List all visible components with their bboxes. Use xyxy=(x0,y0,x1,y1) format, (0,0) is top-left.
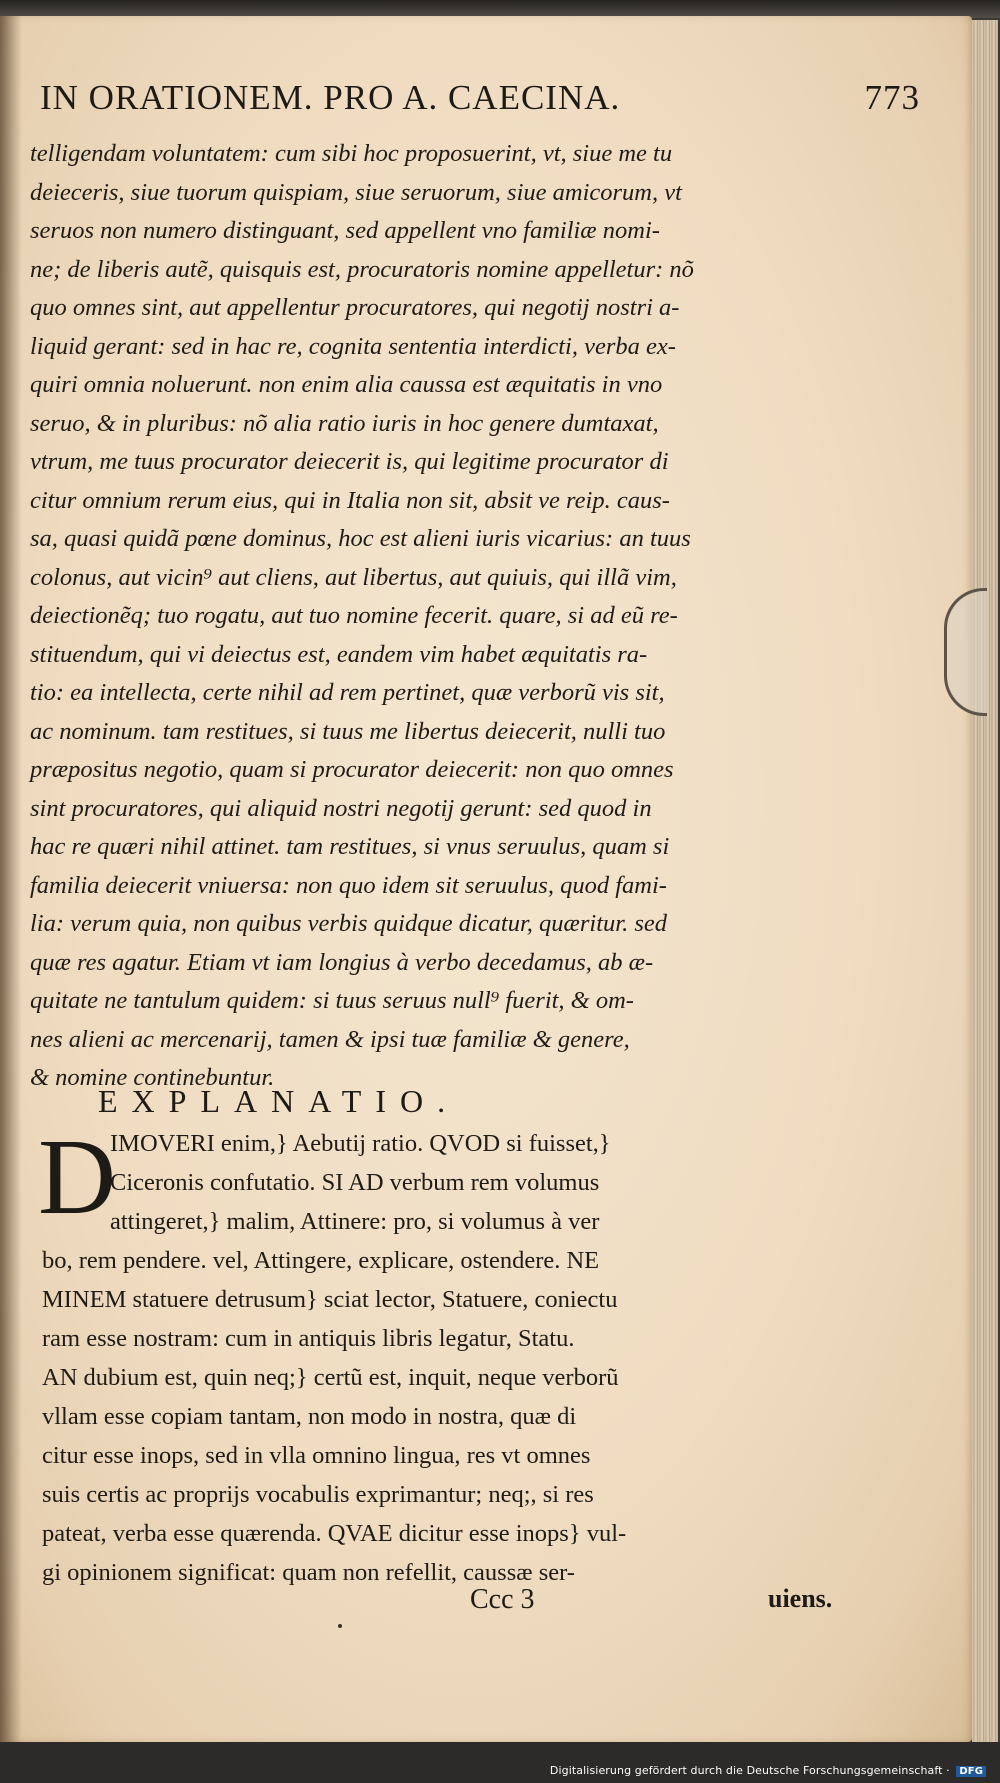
catchword: uiens. xyxy=(768,1584,833,1613)
commentary-line: ram esse nostram: cum in antiquis libris legatur, Statu. xyxy=(42,1325,575,1352)
commentary-line: AN dubium est, quin neq;} certũ est, inquit, neque verborũ xyxy=(42,1364,619,1391)
text-line: præpositus negotio, quam si procurator deiecerit: non quo omnes xyxy=(30,756,674,783)
commentary-line: attingeret,} malim, Attinere: pro, si volumus à ver xyxy=(110,1208,600,1235)
text-line: stituendum, qui vi deiectus est, eandem vim habet æquitatis ra- xyxy=(30,640,648,668)
commentary-line: vllam esse copiam tantam, non modo in nostra, quæ di xyxy=(42,1403,577,1430)
text-line: lia: verum quia, non quibus verbis quidque dicatur, quæritur. sed xyxy=(30,910,667,937)
text-line: colonus, aut vicin⁹ aut cliens, aut libertus, aut quiuis, qui illã vim, xyxy=(30,563,677,591)
oration-text xyxy=(30,135,830,1098)
commentary-line: MINEM statuere detrusum} sciat lector, Statuere, coniectu xyxy=(42,1286,618,1313)
text-line: liquid gerant: sed in hac re, cognita sententia interdicti, verba ex- xyxy=(30,332,676,360)
page-edges xyxy=(972,20,998,1742)
drop-cap-letter: D xyxy=(38,1118,116,1237)
commentary-line: citur esse inops, sed in vlla omnino lingua, res vt omnes xyxy=(42,1442,591,1469)
text-line: quitate ne tantulum quidem: si tuus seruus null⁹ fuerit, & om- xyxy=(30,987,634,1014)
text-line: citur omnium rerum eius, qui in Italia non sit, absit ve reip. caus- xyxy=(30,486,670,514)
commentary-line: IMOVERI enim,} Aebutij ratio. QVOD si fuisset,} xyxy=(110,1130,611,1157)
digitization-credit xyxy=(550,1764,986,1777)
explanatio-commentary xyxy=(42,1124,832,1592)
text-line: vtrum, me tuus procurator deiecerit is, qui legitime procurator di xyxy=(30,448,669,475)
text-line: quo omnes sint, aut appellentur procuratores, qui negotij nostri a- xyxy=(30,294,680,321)
text-line: sa, quasi quidã pœne dominus, hoc est alieni iuris vicarius: an tuus xyxy=(30,525,691,552)
commentary-line: Ciceronis confutatio. SI AD verbum rem volumus xyxy=(110,1169,600,1196)
text-line: & nomine continebuntur. xyxy=(30,1064,275,1091)
commentary-line: bo, rem pendere. vel, Attingere, explicare, ostendere. NE xyxy=(42,1247,600,1274)
folio-number: 773 xyxy=(864,78,920,117)
text-line: quæ res agatur. Etiam vt iam longius à verbo decedamus, ab æ- xyxy=(30,948,654,976)
text-line: hac re quæri nihil attinet. tam restitues, si vnus seruulus, quam si xyxy=(30,833,670,860)
commentary-line: suis certis ac proprijs vocabulis exprimantur; neq;, si res xyxy=(42,1481,594,1508)
ribbon-bookmark xyxy=(944,588,987,716)
text-line: seruo, & in pluribus: nõ alia ratio iuris in hoc genere dumtaxat, xyxy=(30,409,659,437)
commentary-line: gi opinionem significat: quam non refellit, caussæ ser- xyxy=(42,1559,575,1586)
commentary-line: pateat, verba esse quærenda. QVAE dicitur esse inops} vul- xyxy=(42,1520,627,1547)
text-line: deieceris, siue tuorum quispiam, siue seruorum, siue amicorum, vt xyxy=(30,178,682,206)
text-line: ac nominum. tam restitues, si tuus me libertus deiecerit, nulli tuo xyxy=(30,717,666,745)
dfg-logo: DFG xyxy=(956,1766,986,1777)
text-line: seruos non numero distinguant, sed appellent vno familiæ nomi- xyxy=(30,217,660,244)
ink-speck xyxy=(338,1624,342,1628)
text-line: ne; de liberis autẽ, quisquis est, procuratoris nomine appelletur: nõ xyxy=(30,255,694,283)
header-title: IN ORATIONEM. PRO A. CAECINA. xyxy=(40,78,621,117)
signature-mark: Ccc 3 xyxy=(470,1584,535,1615)
text-line: tio: ea intellecta, certe nihil ad rem pertinet, quæ verborũ vis sit, xyxy=(30,679,665,706)
credit-text: Digitalisierung gefördert durch die Deutsche Forschungsgemeinschaft · xyxy=(549,1764,950,1777)
text-line: familia deiecerit vniuersa: non quo idem sit seruulus, quod fami- xyxy=(30,871,667,899)
text-line: nes alieni ac mercenarij, tamen & ipsi tuæ familiæ & genere, xyxy=(30,1025,630,1053)
text-line: sint procuratores, qui aliquid nostri negotij gerunt: sed quod in xyxy=(30,794,652,822)
explanatio-heading: EXPLANATIO. xyxy=(98,1083,460,1119)
text-line: telligendam voluntatem: cum sibi hoc proposuerint, vt, siue me tu xyxy=(30,140,673,167)
spine-shadow xyxy=(0,16,22,1742)
text-line: deiectionẽq; tuo rogatu, aut tuo nomine fecerit. quare, si ad eũ re- xyxy=(30,602,678,629)
text-line: quiri omnia noluerunt. non enim alia caussa est æquitatis in vno xyxy=(30,371,663,398)
running-header xyxy=(40,78,920,118)
